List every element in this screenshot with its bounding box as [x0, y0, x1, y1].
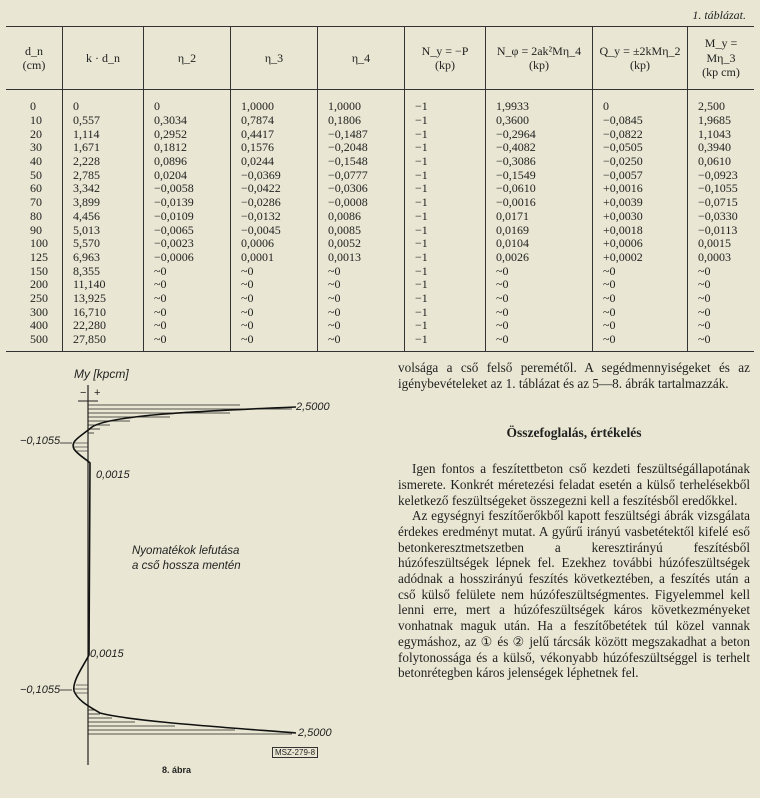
table-cell: 0,0085 [318, 223, 405, 237]
table-cell: −0,0610 [486, 182, 593, 196]
header-nphi: N_φ = 2ak²Mη_4 (kp) [486, 27, 593, 90]
table-cell: −1 [405, 141, 486, 155]
table-cell: 0,0204 [144, 168, 231, 182]
table-cell: −0,0250 [593, 155, 688, 169]
table-cell: −0,1055 [688, 182, 755, 196]
table-cell: −0,1549 [486, 168, 593, 182]
table-cell: 200 [30, 277, 48, 292]
table-cell: −0,2048 [318, 141, 405, 155]
table-cell: −0,0006 [144, 251, 231, 265]
table-cell: 300 [30, 304, 48, 319]
table-cell: 0,0015 [688, 237, 755, 251]
table-cell: −0,0369 [231, 168, 318, 182]
table-cell: ~0 [593, 292, 688, 306]
table-cell: 0,4417 [231, 127, 318, 141]
table-cell: 3,899 [63, 196, 144, 210]
table-cell: 1,114 [63, 127, 144, 141]
table-cell: −1 [405, 319, 486, 333]
table-cell: ~0 [144, 319, 231, 333]
table-cell: −0,0330 [688, 210, 755, 224]
table-cell: −0,0008 [318, 196, 405, 210]
paragraph-1: Igen fontos a feszítettbeton cső kezdeti feszültségállapotának ismerete. Konkrét méretezési feladat esetén a külső terhelésekből keletkező feszültségeket összegezni kell a feszítésből eredőkkel. [398, 461, 750, 508]
table-cell: −1 [405, 292, 486, 306]
table-cell: 0,557 [63, 114, 144, 128]
table-cell: −0,0422 [231, 182, 318, 196]
table-cell: 0,2952 [144, 127, 231, 141]
figure-caption: 8. ábra [162, 765, 192, 775]
table-cell: −1 [405, 168, 486, 182]
table-row [6, 100, 754, 114]
table-cell: 0,3600 [486, 114, 593, 128]
minus-sign: − [80, 387, 87, 399]
table-cell: −0,0065 [144, 223, 231, 237]
table-cell: ~0 [688, 278, 755, 292]
table-cell: 0,0244 [231, 155, 318, 169]
header-dn: d_n (cm) [6, 27, 63, 90]
table-cell: 0,0026 [486, 251, 593, 265]
table-cell: ~0 [688, 333, 755, 352]
table-cell: 0 [593, 100, 688, 114]
table-row [6, 278, 754, 292]
table-cell: −0,0845 [593, 114, 688, 128]
table-cell: 8,355 [63, 264, 144, 278]
table-cell: ~0 [593, 278, 688, 292]
top-value: 2,5000 [296, 401, 330, 413]
table-cell: ~0 [318, 292, 405, 306]
table-row [6, 114, 754, 128]
table-cell: 1,0000 [231, 100, 318, 114]
table-cell: ~0 [318, 333, 405, 352]
table-cell: −0,2964 [486, 127, 593, 141]
table-cell: −1 [405, 196, 486, 210]
header-ny: N_y = −P (kp) [405, 27, 486, 90]
table-cell: −0,3086 [486, 155, 593, 169]
intro-paragraph: volsága a cső felső peremétől. A segédmennyiségeket és az igénybevételeket az 1. táblázat és az 5—8. ábrák tartalmazzák. [398, 360, 750, 391]
table-cell: −1 [405, 155, 486, 169]
table-row [6, 141, 754, 155]
table-cell: 250 [30, 290, 48, 305]
table-body [6, 90, 754, 352]
header-qy: Q_y = ±2kMη_2 (kp) [593, 27, 688, 90]
table-cell: ~0 [318, 278, 405, 292]
table-cell: −0,0132 [231, 210, 318, 224]
table-cell: 0,7874 [231, 114, 318, 128]
table-cell: 30 [30, 140, 42, 155]
table-row [6, 155, 754, 169]
header-eta4: η_4 [318, 27, 405, 90]
table-row [6, 182, 754, 196]
text-column [398, 360, 750, 681]
table-cell: +0,0002 [593, 251, 688, 265]
table-cell: 5,013 [63, 223, 144, 237]
table-cell: 0,0006 [231, 237, 318, 251]
lower-pos-value: 0,0015 [90, 648, 124, 660]
plus-sign: + [94, 387, 101, 399]
table-cell: 0,0169 [486, 223, 593, 237]
table-cell: ~0 [231, 305, 318, 319]
table-cell: 1,0000 [318, 100, 405, 114]
table-cell: 13,925 [63, 292, 144, 306]
table-cell: 1,9933 [486, 100, 593, 114]
table-cell: 2,785 [63, 168, 144, 182]
table-cell: 0,0001 [231, 251, 318, 265]
table-cell: 11,140 [63, 278, 144, 292]
table-cell: ~0 [231, 319, 318, 333]
table-cell: −1 [405, 210, 486, 224]
table-cell: +0,0006 [593, 237, 688, 251]
header-kdn: k · d_n [63, 27, 144, 90]
table-cell: 1,1043 [688, 127, 755, 141]
table-cell: 70 [30, 195, 42, 210]
table-cell: −0,0505 [593, 141, 688, 155]
table-cell: ~0 [231, 333, 318, 352]
table-label: 1. táblázat. [692, 8, 746, 22]
table-cell: 0 [144, 100, 231, 114]
table-cell: 20 [30, 126, 42, 141]
table-row [6, 223, 754, 237]
table-cell: 0,0013 [318, 251, 405, 265]
table-row [6, 251, 754, 265]
table-cell: −0,0045 [231, 223, 318, 237]
table-cell: 0,0003 [688, 251, 755, 265]
table-cell: 1,9685 [688, 114, 755, 128]
table-cell: ~0 [486, 333, 593, 352]
table-cell: +0,0039 [593, 196, 688, 210]
table-cell: −1 [405, 127, 486, 141]
table-cell: ~0 [144, 278, 231, 292]
table-cell: 0,0171 [486, 210, 593, 224]
table-cell: +0,0018 [593, 223, 688, 237]
table-cell: 4,456 [63, 210, 144, 224]
table-row [6, 196, 754, 210]
table-cell: −0,0058 [144, 182, 231, 196]
table-cell: 40 [30, 154, 42, 169]
table-cell: 500 [6, 333, 63, 352]
table-cell: 0,0086 [318, 210, 405, 224]
table-cell: 5,570 [63, 237, 144, 251]
table-cell: 0,1576 [231, 141, 318, 155]
table-cell: ~0 [318, 264, 405, 278]
table-row [6, 319, 754, 333]
table-cell: 0 [63, 100, 144, 114]
table-cell: 2,500 [688, 100, 755, 114]
table-cell: +0,0016 [593, 182, 688, 196]
table-cell: 22,280 [63, 319, 144, 333]
table-cell: 125 [30, 249, 48, 264]
table-row [6, 168, 754, 182]
table-cell: ~0 [144, 264, 231, 278]
table-cell: −0,0016 [486, 196, 593, 210]
table-cell: 60 [30, 181, 42, 196]
table-cell: ~0 [688, 319, 755, 333]
bottom-value: 2,5000 [298, 727, 332, 739]
table-cell: 3,342 [63, 182, 144, 196]
table-cell: ~0 [486, 319, 593, 333]
annotation-line1: Nyomatékok lefutása [132, 545, 240, 557]
table-cell: 0,1812 [144, 141, 231, 155]
upper-pos-value: 0,0015 [96, 469, 130, 481]
table-cell: ~0 [318, 319, 405, 333]
results-table [6, 26, 754, 352]
header-eta2: η_2 [144, 27, 231, 90]
table-cell: −0,0109 [144, 210, 231, 224]
table-cell: ~0 [486, 292, 593, 306]
table-cell: ~0 [593, 319, 688, 333]
table-cell: 0,3034 [144, 114, 231, 128]
table-cell: −1 [405, 251, 486, 265]
table-cell: ~0 [144, 292, 231, 306]
table-cell: 6,963 [63, 251, 144, 265]
moment-diagram [0, 355, 380, 793]
table-cell: ~0 [593, 264, 688, 278]
table-cell: ~0 [486, 305, 593, 319]
table-cell: 0,3940 [688, 141, 755, 155]
table-cell: −0,0113 [688, 223, 755, 237]
table-cell: −0,0777 [318, 168, 405, 182]
figure-stamp: MSZ-279-8 [272, 747, 318, 758]
table-cell: −1 [405, 278, 486, 292]
table-cell: ~0 [144, 333, 231, 352]
table-cell: ~0 [231, 278, 318, 292]
table-row [6, 333, 754, 352]
table-cell: ~0 [486, 278, 593, 292]
table-row [6, 292, 754, 306]
table-cell: −1 [405, 182, 486, 196]
table-cell: 0 [30, 99, 36, 114]
header-eta3: η_3 [231, 27, 318, 90]
table-cell: ~0 [318, 305, 405, 319]
table-cell: −0,0057 [593, 168, 688, 182]
table-cell: −0,0139 [144, 196, 231, 210]
table-cell: −1 [405, 114, 486, 128]
table-cell: 0,0052 [318, 237, 405, 251]
table-row [6, 210, 754, 224]
table-cell: 10 [30, 113, 42, 128]
table-cell: −1 [405, 100, 486, 114]
table-cell: 0,0896 [144, 155, 231, 169]
table-cell: ~0 [486, 264, 593, 278]
table-row [6, 264, 754, 278]
table-cell: −0,4082 [486, 141, 593, 155]
table-cell: −0,0306 [318, 182, 405, 196]
table-cell: ~0 [688, 305, 755, 319]
table-cell: 400 [30, 318, 48, 333]
header-my: M_y = Mη_3 (kp cm) [688, 27, 755, 90]
table-cell: 50 [30, 167, 42, 182]
table-cell: +0,0030 [593, 210, 688, 224]
table-cell: ~0 [688, 292, 755, 306]
table-cell: −1 [405, 264, 486, 278]
table-cell: −0,0715 [688, 196, 755, 210]
table-cell: 0,1806 [318, 114, 405, 128]
table-cell: ~0 [688, 264, 755, 278]
axis-label: My [kpcm] [74, 367, 129, 381]
table-row [6, 127, 754, 141]
table-cell: ~0 [144, 305, 231, 319]
table-header-row [6, 27, 754, 90]
table-cell: 80 [30, 208, 42, 223]
table-cell: −0,1548 [318, 155, 405, 169]
annotation-line2: a cső hossza mentén [132, 560, 241, 572]
table-cell: 2,228 [63, 155, 144, 169]
table-cell: 1,671 [63, 141, 144, 155]
paragraph-2: Az egységnyi feszítőerőkből kapott feszültségi ábrák vizsgálata érdekes eredményt mutat. A gyűrű irányú vasbetétektől kifelé eső betonkeresztmetszetben a keresztirányú feszítésből húzófeszültségek lépnek fel. Ezekhez további húzófeszültségek adódnak a hosszirányú feszítés következtében, a feszítés után a cső külső felülete nem húzófeszültségmentes. Figyelemmel kell lenni erre, mert a húzófeszültségek káros következményeket vonhatnak maguk után. Ha a feszítőbetétek túl közel vannak egymáshoz, az ① és ② jelű tárcsák között megszakadhat a beton folytonossága és a külső, vékonyabb húzófeszültséggel is terhelt betonrétegben káros jelenségek léphetnek fel. [398, 508, 750, 681]
negative-lobe-hatching [74, 443, 88, 693]
table-row [6, 305, 754, 319]
table-cell: 0,0610 [688, 155, 755, 169]
upper-neg-value: −0,1055 [20, 435, 61, 447]
table-cell: −0,0286 [231, 196, 318, 210]
section-heading: Összefoglalás, értékelés [506, 425, 642, 441]
table-cell: 16,710 [63, 305, 144, 319]
table-row [6, 237, 754, 251]
table-cell: ~0 [593, 305, 688, 319]
table-cell: 27,850 [63, 333, 144, 352]
table-cell: −0,0923 [688, 168, 755, 182]
table-cell: −0,1487 [318, 127, 405, 141]
table-cell: −1 [405, 333, 486, 352]
table-cell: −1 [405, 305, 486, 319]
table-cell: ~0 [231, 264, 318, 278]
table-cell: ~0 [593, 333, 688, 352]
table-cell: ~0 [231, 292, 318, 306]
table-cell: −0,0023 [144, 237, 231, 251]
lower-neg-value: −0,1055 [20, 684, 61, 696]
table-cell: 150 [30, 263, 48, 278]
table-cell: −0,0822 [593, 127, 688, 141]
table-cell: −1 [405, 237, 486, 251]
table-cell: 100 [30, 236, 48, 251]
table-cell: −1 [405, 223, 486, 237]
table-cell: 0,0104 [486, 237, 593, 251]
table-cell: 90 [30, 222, 42, 237]
